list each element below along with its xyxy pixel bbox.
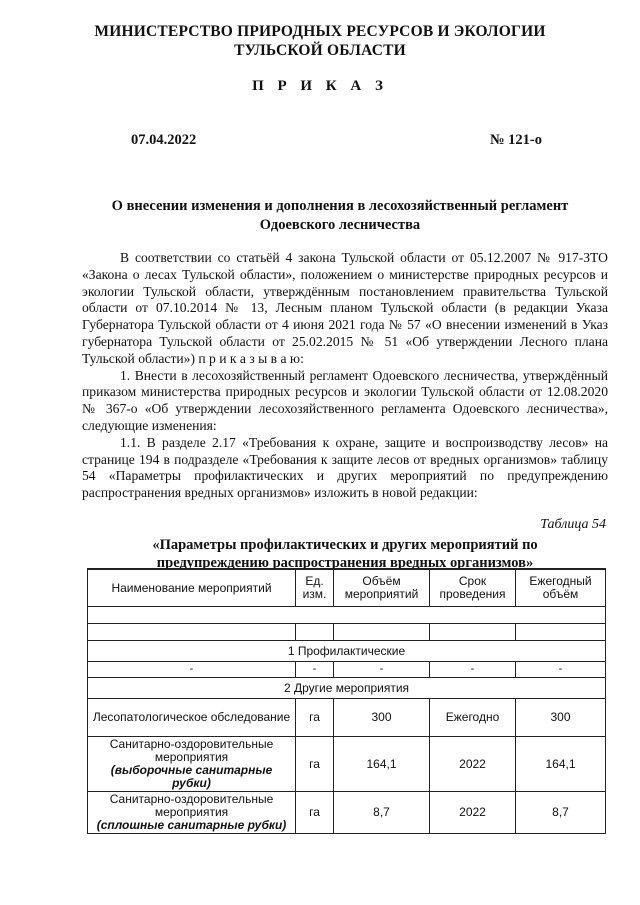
header-annual: Ежегодный объём (516, 569, 606, 607)
row-name-text: Санитарно-оздоровительные мероприятия (109, 792, 274, 819)
body-paragraph-2: 1. Внести в лесохозяйственный регламент Одоевского лесничества, утверждённый приказом министерства природных ресурсов и экологии Тульской области от 12.08.2020 № 367-о «Об утверждении лесохозяйственного регламента Одоевского лесничества», следующие изменения: (82, 367, 608, 433)
table-section-row (88, 641, 606, 662)
order-body (82, 250, 608, 502)
table-header-row (88, 569, 606, 607)
table-row (88, 662, 606, 678)
empty-cell (516, 624, 606, 641)
row-term: 2022 (430, 792, 516, 834)
row-name (88, 792, 296, 834)
dash-cell: - (430, 662, 516, 678)
header-term: Срок проведения (430, 569, 516, 607)
empty-cell (296, 624, 334, 641)
empty-cell (88, 607, 606, 624)
document-type: П Р И К А З (252, 78, 388, 94)
row-volume: 300 (334, 699, 430, 737)
ministry-line-2: ТУЛЬСКОЙ ОБЛАСТИ (234, 42, 406, 59)
order-subject (60, 197, 620, 235)
table-label: Таблица 54 (540, 517, 606, 532)
dash-cell: - (88, 662, 296, 678)
row-unit: га (296, 699, 334, 737)
order-date: 07.04.2022 (131, 132, 197, 148)
measures-table (87, 568, 606, 834)
header-name: Наименование мероприятий (88, 569, 296, 607)
row-name (88, 699, 296, 737)
header-unit: Ед. изм. (296, 569, 334, 607)
table-empty-row (88, 624, 606, 641)
body-paragraph-3: 1.1. В разделе 2.17 «Требования к охране, защите и воспроизводству лесов» на странице 194 в подразделе «Требования к защите лесов от вредных организмов» таблицу 54 «Параметры профилактических и других мероприятий по предупреждению распространения вредных организмов» изложить в новой редакции: (82, 434, 608, 501)
header-volume: Объём мероприятий (334, 569, 430, 607)
row-volume: 8,7 (334, 792, 430, 834)
section-2-title: 2 Другие мероприятия (88, 678, 606, 699)
row-term: Ежегодно (430, 699, 516, 737)
row-name-extra: (сплошные санитарные рубки) (96, 818, 287, 832)
ministry-name (0, 22, 640, 60)
table-row (88, 699, 606, 737)
row-annual: 164,1 (516, 737, 606, 792)
caption-line-2: предупреждению распространения вредных организмов» (156, 554, 534, 571)
ministry-line-1: МИНИСТЕРСТВО ПРИРОДНЫХ РЕСУРСОВ И ЭКОЛОГИИ (94, 23, 546, 40)
caption-line-1: «Параметры профилактических и других мероприятий по (152, 537, 538, 553)
table-row (88, 792, 606, 834)
row-unit: га (296, 792, 334, 834)
subject-line-1: О внесении изменения и дополнения в лесохозяйственный регламент (111, 198, 569, 214)
row-name-text: Санитарно-оздоровительные мероприятия (109, 737, 274, 764)
table-section-row (88, 678, 606, 699)
row-annual: 8,7 (516, 792, 606, 834)
empty-cell (430, 624, 516, 641)
row-volume: 164,1 (334, 737, 430, 792)
body-paragraph-1: В соответствии со статьёй 4 закона Тульской области от 05.12.2007 № 917-ЗТО «Закона о лесах Тульской области», положением о министерстве природных ресурсов и экологии Тульской области, утверждённым постановлением правительства Тульской области от 07.10.2014 № 13, Лесным планом Тульской области (в редакции Указа Губернатора Тульской области от 4 июня 2021 года № 57 «О внесении изменений в Указ губернатора Тульской области от 25.02.2015 № 51 «Об утверждении Лесного плана Тульской области») п р и к а з ы в а ю: (82, 250, 608, 366)
order-number: № 121-о (489, 132, 542, 148)
table-caption (82, 537, 608, 572)
subject-line-2: Одоевского лесничества (259, 217, 421, 233)
section-1-title: 1 Профилактические (88, 641, 606, 662)
dash-cell: - (334, 662, 430, 678)
row-term: 2022 (430, 737, 516, 792)
empty-cell (334, 624, 430, 641)
row-name-text: Лесопатологическое обследование (92, 710, 291, 724)
row-unit: га (296, 737, 334, 792)
dash-cell: - (516, 662, 606, 678)
empty-cell (88, 624, 296, 641)
row-annual: 300 (516, 699, 606, 737)
row-name (88, 737, 296, 792)
table-row (88, 737, 606, 792)
table-empty-row (88, 607, 606, 624)
dash-cell: - (296, 662, 334, 678)
row-name-extra: (выборочные санитарные рубки) (110, 763, 273, 790)
